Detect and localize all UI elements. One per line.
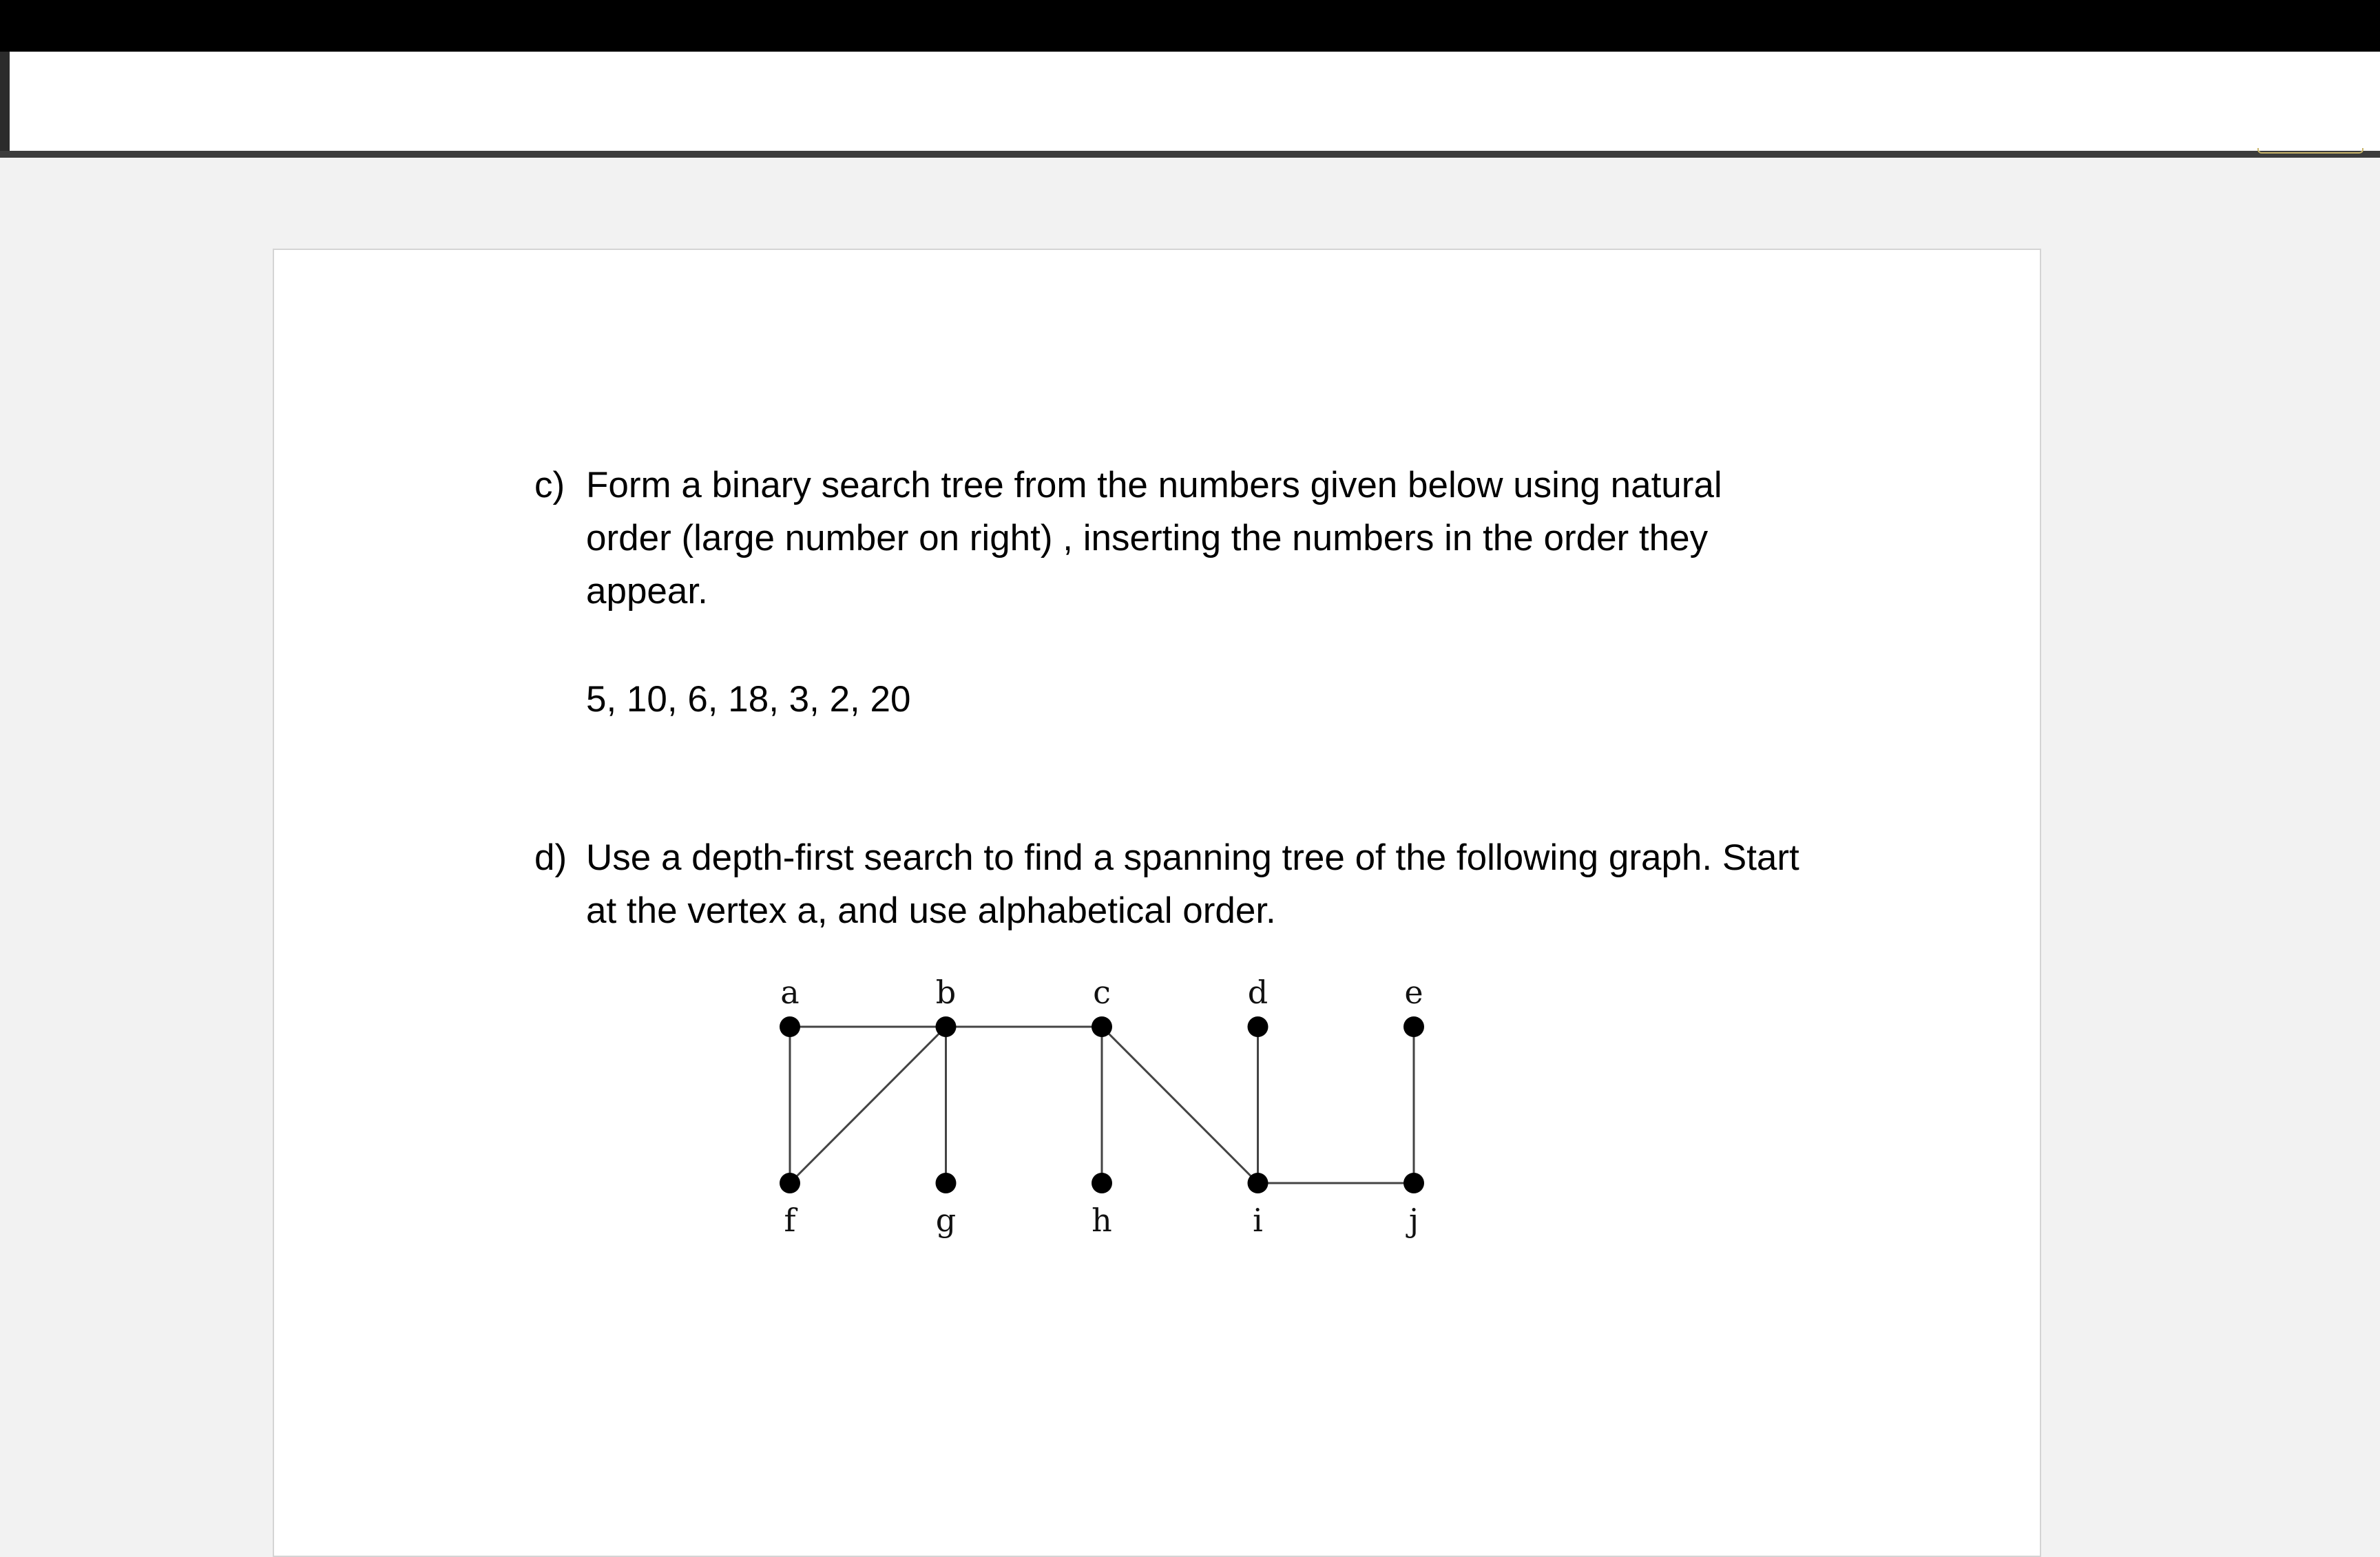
question-c-line: order (large number on right) , inserting the numbers in the order they: [586, 518, 1709, 558]
graph-vertex-label-d: d: [1247, 974, 1269, 1011]
question-d-line: Use a depth-first search to find a spanning tree of the following graph. Start: [586, 837, 1799, 878]
graph-vertex-e: [1403, 1016, 1424, 1037]
question-d-label: d): [534, 837, 567, 878]
graph-vertex-label-e: e: [1404, 974, 1423, 1011]
graph-vertex-label-g: g: [935, 1202, 957, 1239]
graph-vertex-c: [1092, 1016, 1112, 1037]
graph-diagram: [274, 250, 2040, 1556]
document-page: [273, 249, 2041, 1557]
question-c-line: appear.: [586, 571, 708, 612]
graph-vertex-label-f: f: [784, 1202, 796, 1239]
graph-vertex-i: [1248, 1173, 1269, 1193]
graph-vertex-label-b: b: [935, 974, 957, 1011]
graph-vertex-g: [936, 1173, 957, 1193]
question-c-line: Form a binary search tree from the numbers given below using natural: [586, 465, 1722, 505]
graph-vertex-label-h: h: [1092, 1202, 1112, 1239]
graph-edge-c-i: [1102, 1027, 1258, 1183]
graph-vertex-d: [1248, 1016, 1269, 1037]
graph-vertex-label-c: c: [1093, 974, 1111, 1011]
graph-vertex-label-j: j: [1408, 1202, 1419, 1239]
toolbar-tab-accent: [2257, 148, 2363, 154]
toolbar-divider: [0, 151, 2380, 158]
graph-vertex-j: [1403, 1173, 1424, 1193]
window-top-bar: [0, 0, 2380, 52]
question-c-label: c): [534, 465, 565, 505]
graph-vertex-label-i: i: [1253, 1202, 1263, 1239]
question-d-line: at the vertex a, and use alphabetical order.: [586, 890, 1276, 931]
graph-vertex-f: [780, 1173, 800, 1193]
graph-vertex-label-a: a: [780, 974, 800, 1011]
graph-edge-b-f: [790, 1027, 946, 1183]
toolbar-area: [0, 52, 2380, 151]
number-sequence: 5, 10, 6, 18, 3, 2, 20: [586, 679, 911, 720]
graph-vertex-a: [780, 1016, 800, 1037]
graph-vertex-h: [1092, 1173, 1112, 1193]
graph-vertex-b: [936, 1016, 957, 1037]
